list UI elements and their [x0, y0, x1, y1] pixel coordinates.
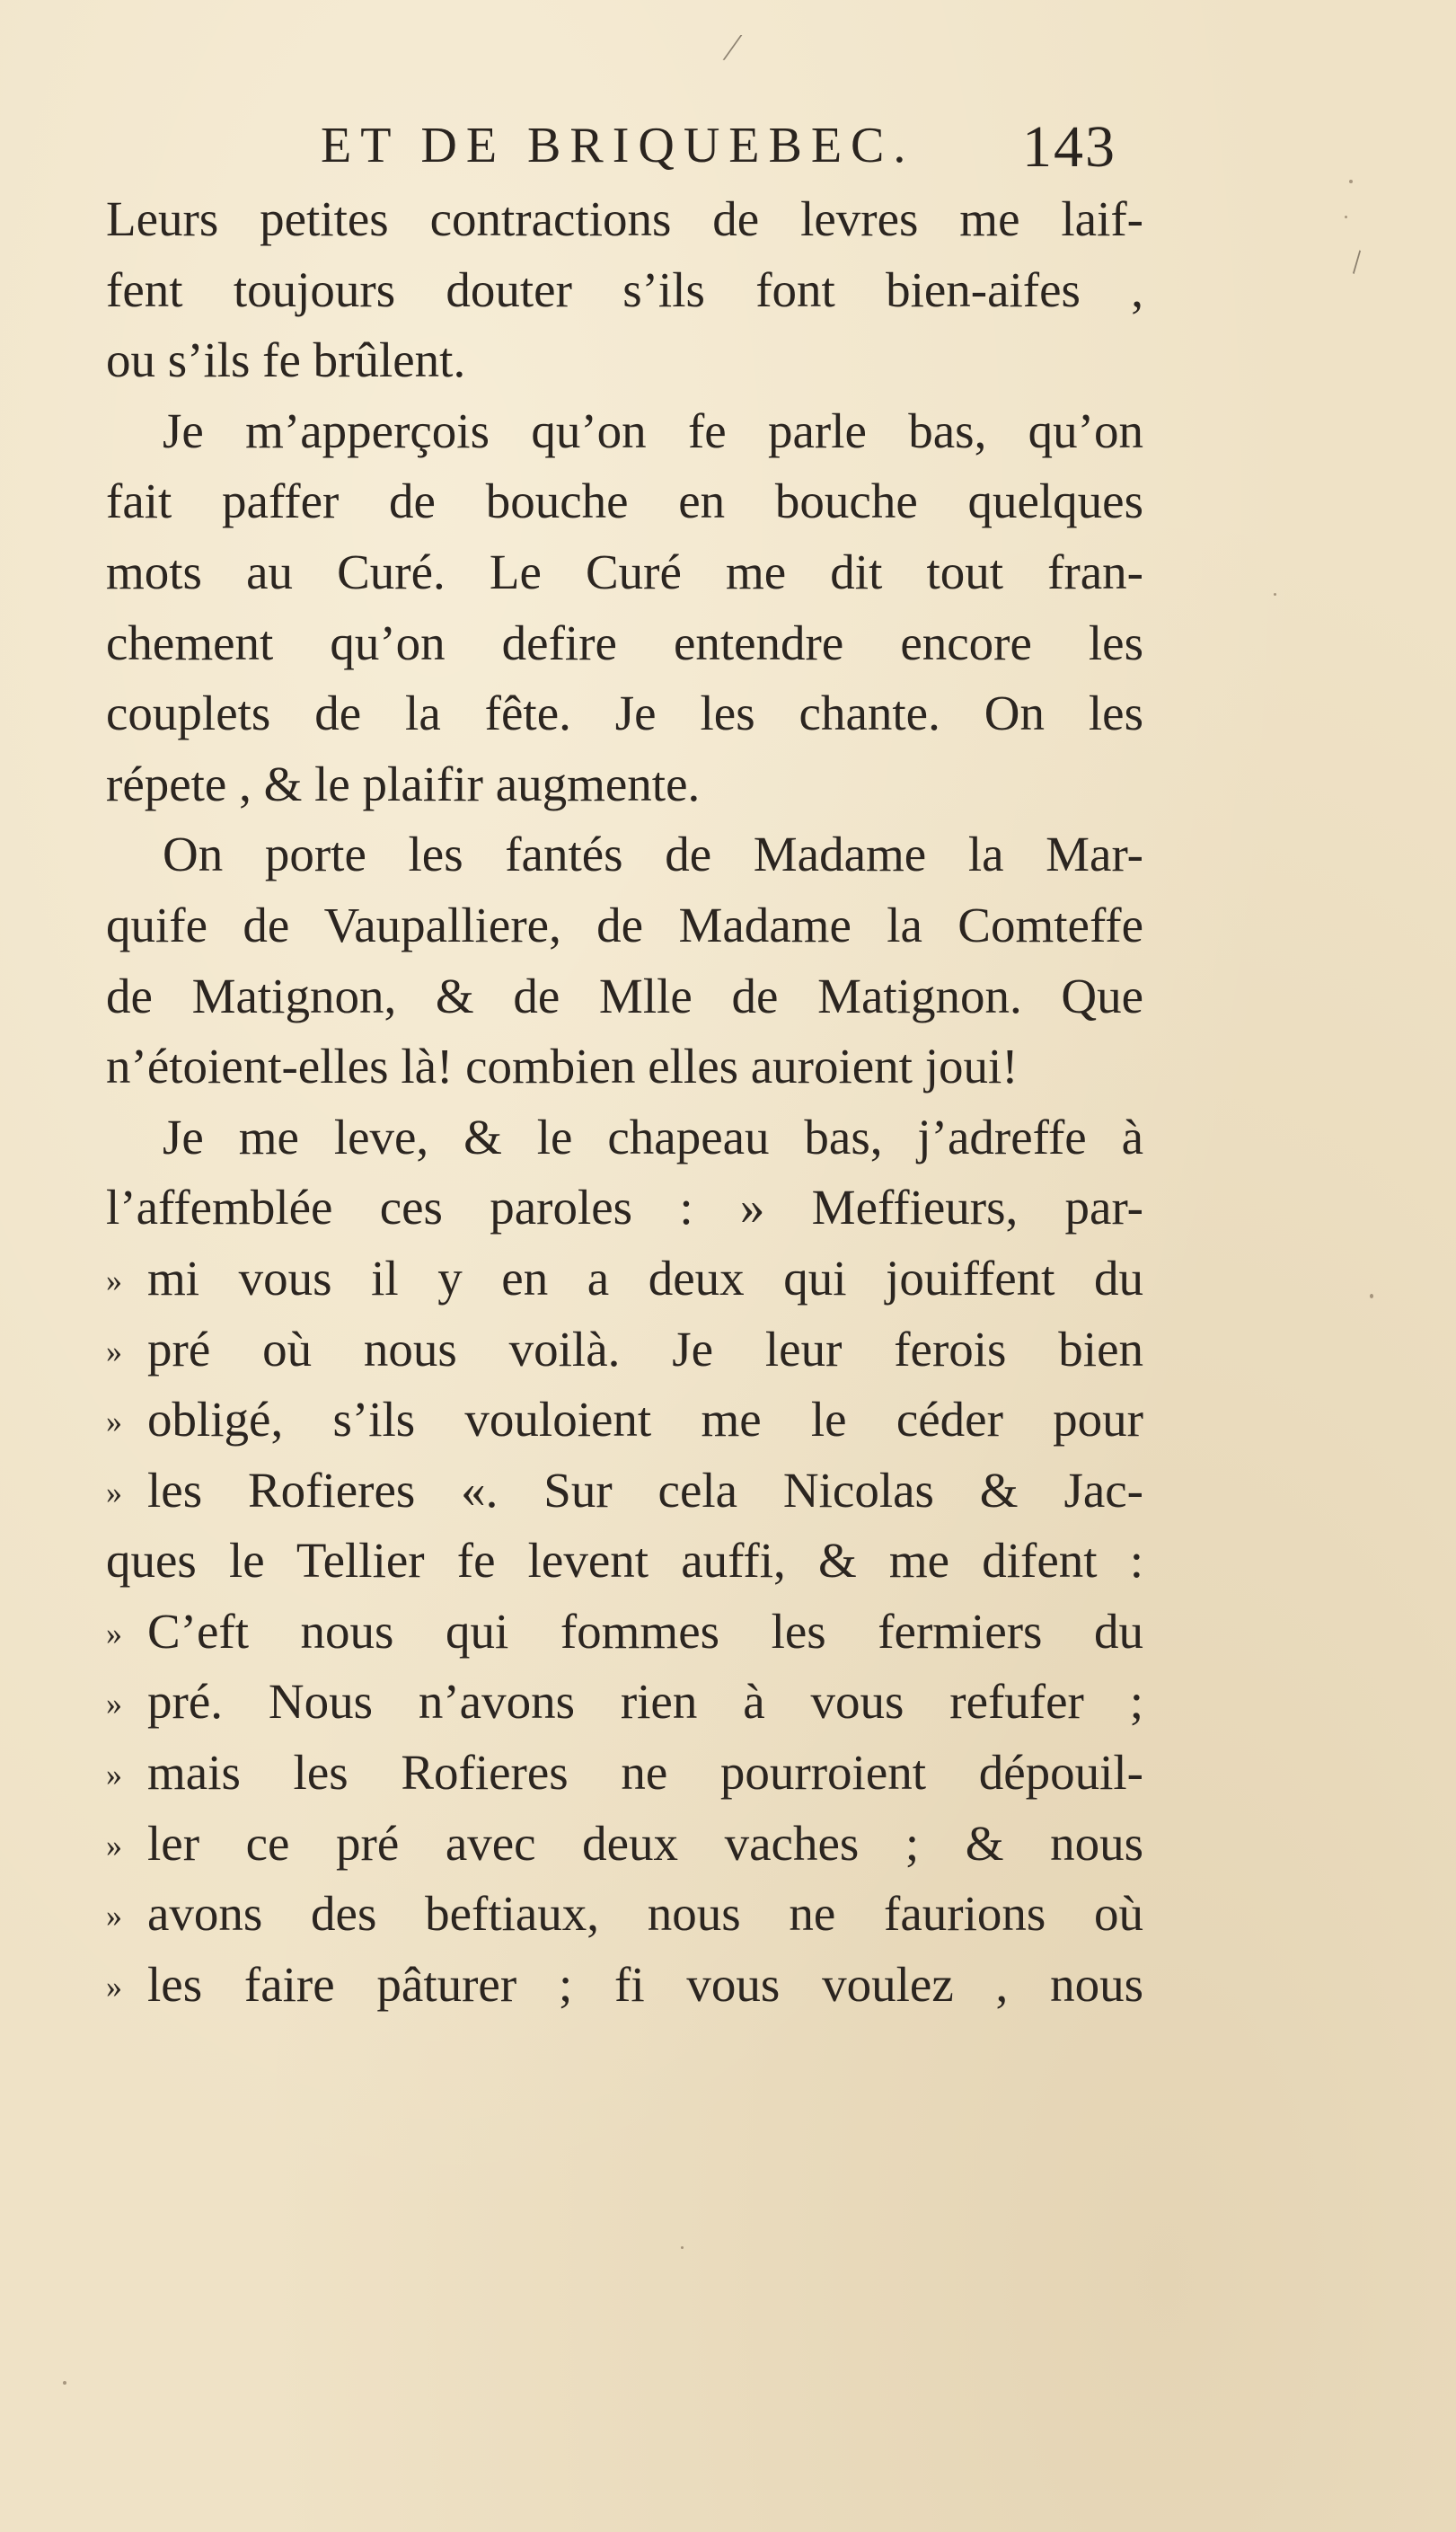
text-line	[106, 1738, 1143, 1809]
paper-speck	[1345, 216, 1347, 218]
text-line	[106, 396, 1143, 467]
text-line-content: mais les Rofieres ne pourroient dépouil-	[147, 1745, 1143, 1801]
text-line	[106, 1809, 1143, 1880]
text-line-content: l’affemblée ces paroles : » Meffieurs, par-	[106, 1180, 1143, 1235]
text-line-content: C’eft nous qui fommes les fermiers du	[147, 1603, 1143, 1659]
text-line	[106, 466, 1143, 537]
text-line	[106, 1879, 1143, 1950]
quotation-mark: »	[106, 1474, 122, 1510]
running-head: ET DE BRIQUEBEC.	[321, 118, 915, 173]
text-line	[106, 1526, 1143, 1597]
quotation-mark: »	[106, 1403, 122, 1440]
text-line-content: On porte les fantés de Madame la Mar-	[163, 827, 1143, 882]
text-line-content: mots au Curé. Le Curé me dit tout fran-	[106, 544, 1143, 599]
quotation-mark: »	[106, 1615, 122, 1651]
text-line-content: les faire pâturer ; fi vous voulez , nous	[147, 1956, 1143, 2012]
text-line-content: ler ce pré avec deux vaches ; & nous	[147, 1815, 1143, 1871]
text-line	[106, 1667, 1143, 1738]
text-line	[106, 608, 1143, 679]
text-line	[106, 1173, 1143, 1244]
quotation-mark: »	[106, 1898, 122, 1934]
text-line-content: ou s’ils fe brûlent.	[106, 332, 466, 388]
text-line-content: fait paffer de bouche en bouche quelques	[106, 474, 1143, 529]
text-line-content: obligé, s’ils vouloient me le céder pour	[147, 1392, 1143, 1447]
text-line-content: couplets de la fête. Je les chante. On les	[106, 686, 1143, 741]
text-line	[106, 678, 1143, 749]
text-line-content: répete , & le plaifir augmente.	[106, 756, 701, 811]
text-line	[106, 890, 1143, 961]
text-line-content: Je m’apperçois qu’on fe parle bas, qu’on	[163, 403, 1143, 458]
paper-speck	[1349, 180, 1353, 183]
paper-speck	[1370, 1294, 1373, 1298]
quotation-mark: »	[106, 1262, 122, 1298]
text-line-content: avons des beftiaux, nous ne faurions où	[147, 1886, 1143, 1942]
text-line	[106, 749, 1143, 820]
text-line	[106, 184, 1143, 255]
quotation-mark: »	[106, 1827, 122, 1864]
text-line	[106, 1031, 1143, 1102]
quotation-mark: »	[106, 1686, 122, 1722]
text-line	[106, 537, 1143, 608]
quotation-mark: »	[106, 1757, 122, 1793]
text-line-content: chement qu’on defire entendre encore les	[106, 615, 1143, 670]
paper-speck	[1274, 593, 1276, 596]
paper-speck	[63, 2381, 66, 2385]
text-line-content: fent toujours douter s’ils font bien-aifes ,	[106, 261, 1143, 317]
text-line	[106, 1244, 1143, 1315]
faint-mark-margin: \	[1341, 243, 1372, 281]
text-line	[106, 1385, 1143, 1456]
paper-speck	[681, 2246, 684, 2249]
text-line	[106, 961, 1143, 1032]
text-line	[106, 1315, 1143, 1386]
text-line	[106, 255, 1143, 326]
faint-mark-top: ⁄	[729, 28, 737, 69]
text-line-content: de Matignon, & de Mlle de Matignon. Que	[106, 968, 1143, 1023]
quotation-mark: »	[106, 1332, 122, 1369]
text-line-content: n’étoient-elles là! combien elles auroient joui!	[106, 1039, 1019, 1094]
text-line	[106, 819, 1143, 890]
text-line	[106, 1456, 1143, 1527]
text-line-content: Leurs petites contractions de levres me laif-	[106, 191, 1143, 246]
text-line-content: les Rofieres «. Sur cela Nicolas & Jac-	[147, 1462, 1143, 1518]
text-line-content: pré. Nous n’avons rien à vous refufer ;	[147, 1674, 1143, 1730]
text-line	[106, 1102, 1143, 1173]
text-line-content: Je me leve, & le chapeau bas, j’adreffe à	[163, 1109, 1143, 1164]
text-line-content: ques le Tellier fe levent auffi, & me difent :	[106, 1533, 1143, 1589]
body-text	[106, 184, 1143, 2020]
quotation-mark: »	[106, 1968, 122, 2005]
page-header	[0, 108, 1456, 180]
page-number: 143	[1022, 114, 1116, 180]
text-line	[106, 1950, 1143, 2021]
text-line-content: pré où nous voilà. Je leur ferois bien	[147, 1321, 1143, 1377]
text-line	[106, 1597, 1143, 1668]
text-line	[106, 325, 1143, 396]
text-line-content: mi vous il y en a deux qui jouiffent du	[147, 1250, 1143, 1306]
text-line-content: quife de Vaupalliere, de Madame la Comteffe	[106, 897, 1143, 952]
